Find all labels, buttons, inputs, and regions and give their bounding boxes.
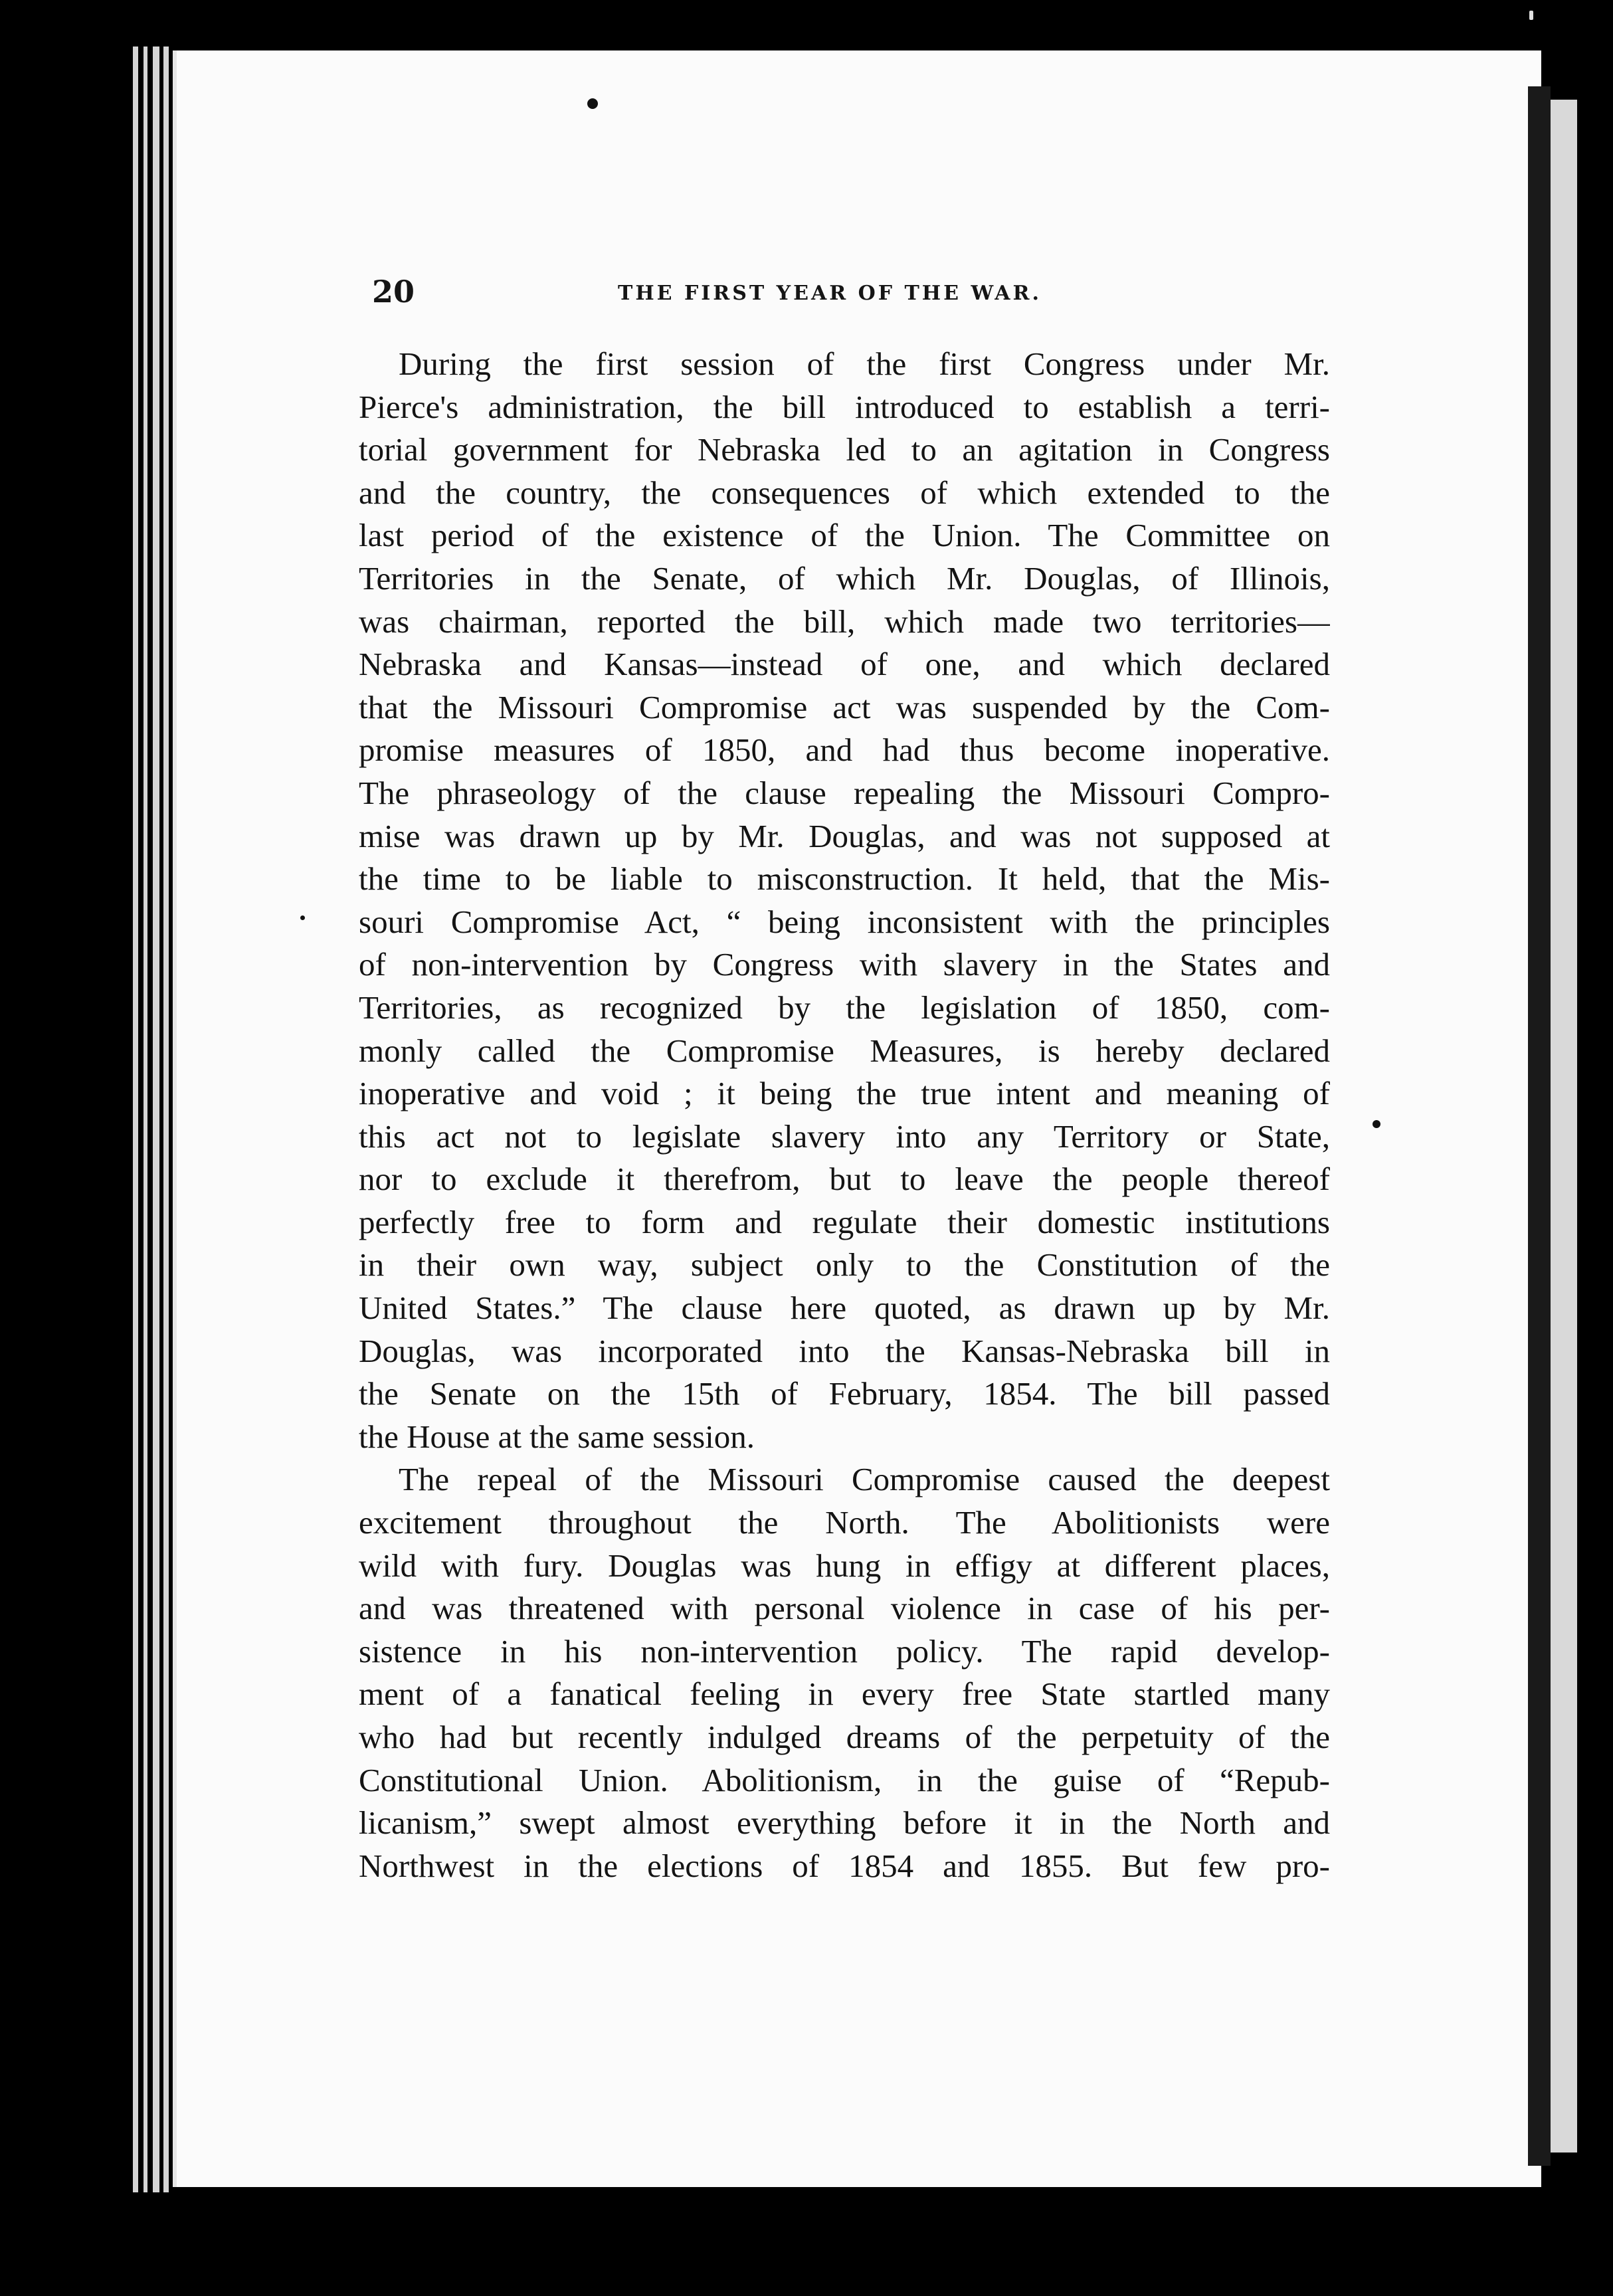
text-line: mise was drawn up by Mr. Douglas, and was not supposed at: [359, 817, 1330, 854]
text-line: United States.” The clause here quoted, as drawn up by Mr.: [359, 1290, 1330, 1327]
text-line: Northwest in the elections of 1854 and 1855. But few pro-: [359, 1847, 1330, 1884]
scan-artifact: [1529, 11, 1533, 20]
text-line: and was threatened with personal violence in case of his per-: [359, 1590, 1330, 1627]
next-leaf-shadow: [1528, 86, 1551, 2166]
text-line: Constitutional Union. Abolitionism, in the guise of “Repub-: [359, 1761, 1330, 1798]
text-line: in their own way, subject only to the Constitution of the: [359, 1246, 1330, 1284]
text-line: who had but recently indulged dreams of the perpetuity of the: [359, 1719, 1330, 1755]
text-line: The phraseology of the clause repealing the Missouri Compro-: [359, 774, 1330, 811]
text-line: The repeal of the Missouri Compromise caused the deepest: [399, 1461, 1330, 1498]
binding-stripe: [153, 47, 159, 2192]
text-line: Nebraska and Kansas—instead of one, and which declared: [359, 646, 1330, 683]
text-line: licanism,” swept almost everything before it in the North and: [359, 1804, 1330, 1842]
text-line: promise measures of 1850, and had thus become inoperative.: [359, 731, 1330, 769]
binding-stripe: [133, 47, 138, 2192]
text-line: the Senate on the 15th of February, 1854. The bill passed: [359, 1375, 1330, 1412]
text-line: this act not to legislate slavery into any Territory or State,: [359, 1117, 1330, 1155]
text-line: that the Missouri Compromise act was suspended by the Com-: [359, 688, 1330, 725]
text-line: Douglas, was incorporated into the Kansas-Nebraska bill in: [359, 1332, 1330, 1369]
text-line: torial government for Nebraska led to an agitation in Congress: [359, 431, 1330, 468]
next-leaf-edge: [1551, 100, 1577, 2152]
text-line: and the country, the consequences of which extended to the: [359, 474, 1330, 511]
text-line: monly called the Compromise Measures, is hereby declared: [359, 1032, 1330, 1069]
body-text: [359, 343, 1330, 1887]
text-line: inoperative and void ; it being the true intent and meaning of: [359, 1075, 1330, 1112]
binding-stripe: [143, 47, 147, 2192]
text-line: of non-intervention by Congress with slavery in the States and: [359, 946, 1330, 983]
paragraph-2: [359, 1458, 1330, 1887]
text-line: the House at the same session.: [359, 1418, 755, 1455]
text-line: wild with fury. Douglas was hung in effigy at different places,: [359, 1547, 1330, 1584]
text-line: was chairman, reported the bill, which made two territories—: [359, 603, 1330, 640]
text-line: ment of a fanatical feeling in every free State startled many: [359, 1675, 1330, 1713]
ink-speck: [1373, 1120, 1380, 1128]
text-line: Pierce's administration, the bill introduced to establish a terri-: [359, 388, 1330, 425]
running-head: THE FIRST YEAR OF THE WAR.: [618, 282, 1042, 305]
page-number: 20: [372, 274, 415, 310]
text-line: sistence in his non-intervention policy. The rapid develop-: [359, 1632, 1330, 1670]
text-line: the time to be liable to misconstruction. It held, that the Mis-: [359, 860, 1330, 898]
paragraph-1: [359, 343, 1330, 1458]
ink-speck: [587, 98, 598, 109]
text-line: perfectly free to form and regulate their domestic institutions: [359, 1203, 1330, 1240]
text-line: Territories, as recognized by the legislation of 1850, com-: [359, 989, 1330, 1026]
text-line: last period of the existence of the Union. The Committee on: [359, 517, 1330, 554]
page-header: [372, 274, 1329, 320]
text-line: souri Compromise Act, “ being inconsistent with the principles: [359, 903, 1330, 940]
text-line: During the first session of the first Congress under Mr.: [399, 345, 1330, 382]
binding-stripe: [163, 47, 169, 2192]
text-line: nor to exclude it therefrom, but to leave the people thereof: [359, 1161, 1330, 1198]
ink-speck: [300, 915, 305, 920]
text-line: excitement throughout the North. The Abolitionists were: [359, 1504, 1330, 1541]
text-line: Territories in the Senate, of which Mr. Douglas, of Illinois,: [359, 559, 1330, 597]
